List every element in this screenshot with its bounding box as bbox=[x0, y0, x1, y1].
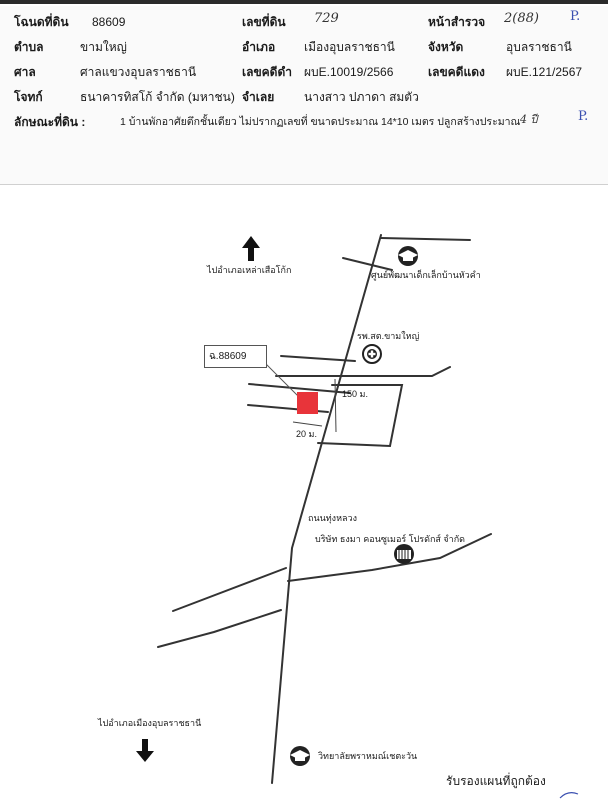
red-case-label: เลขคดีแดง bbox=[428, 65, 485, 79]
red-case-value: ผบE.121/2567 bbox=[506, 65, 583, 79]
to-south-label: ไปอำเภอเมืองอุบลราชธานี bbox=[98, 718, 202, 728]
distance-150: 150 ม. bbox=[342, 389, 368, 399]
college-label: วิทยาลัยพราหมณ์เชตะวัน bbox=[318, 751, 418, 761]
land-no-label: เลขที่ดิน bbox=[242, 15, 286, 29]
province-value: อุบลราชธานี bbox=[506, 40, 572, 54]
district-label: อำเภอ bbox=[242, 40, 276, 54]
parcel-marker bbox=[297, 392, 318, 414]
road-lower-1 bbox=[173, 568, 286, 611]
court-label: ศาล bbox=[14, 65, 36, 79]
road-lower-2 bbox=[158, 610, 281, 647]
road-top-left bbox=[343, 258, 392, 270]
dim-150-line bbox=[335, 379, 336, 432]
parcel-leader bbox=[262, 360, 300, 398]
land-type-label: ลักษณะที่ดิน : bbox=[14, 115, 86, 129]
certify-note: รับรองแผนที่ถูกต้อง bbox=[446, 774, 546, 788]
court-value: ศาลแขวงอุบลราชธานี bbox=[80, 65, 197, 79]
college-icon bbox=[290, 746, 310, 766]
subdistrict-value: ขามใหญ่ bbox=[80, 40, 127, 54]
child-center-label: ศูนย์พัฒนาเด็กเล็กบ้านหัวคำ bbox=[371, 270, 481, 280]
district-value: เมืองอุบลราชธานี bbox=[304, 40, 395, 54]
plaintiff-label: โจทก์ bbox=[14, 90, 43, 104]
check-mark: P. bbox=[570, 9, 581, 24]
black-case-label: เลขคดีดำ bbox=[242, 65, 293, 79]
factory-icon bbox=[394, 544, 414, 564]
road-top-right bbox=[381, 238, 470, 240]
road-name-label: ถนนทุ่งหลวง bbox=[308, 513, 357, 523]
parcel-label-box bbox=[204, 345, 267, 368]
land-type-value: 1 บ้านพักอาศัยตึกชั้นเดียว ไม่ปรากฏเลขที่ ขนาดประมาณ 14*10 เมตร ปลูกสร้างประมาณ bbox=[120, 116, 521, 128]
deed-label: โฉนดที่ดิน bbox=[14, 15, 69, 29]
main-road bbox=[272, 235, 381, 783]
land-no-value: 729 bbox=[314, 11, 339, 26]
parcel-label: ฉ.88609 bbox=[209, 351, 247, 362]
company-label: บริษัท ธงมา คอนซูเมอร์ โปรดักส์ จำกัด bbox=[315, 534, 466, 544]
south-arrow bbox=[136, 739, 154, 762]
subdistrict-label: ตำบล bbox=[14, 40, 44, 54]
plaintiff-value: ธนาคารทิสโก้ จำกัด (มหาชน) bbox=[80, 90, 235, 104]
pen-mark bbox=[560, 793, 578, 798]
land-age-value: 4 ปี bbox=[520, 113, 538, 126]
north-arrow bbox=[242, 236, 260, 261]
distance-20: 20 ม. bbox=[296, 429, 317, 439]
province-label: จังหวัด bbox=[428, 40, 464, 54]
to-north-label: ไปอำเภอเหล่าเสือโก้ก bbox=[207, 265, 292, 275]
hospital-label: รพ.สต.ขามใหญ่ bbox=[357, 331, 420, 341]
deed-value: 88609 bbox=[92, 15, 126, 29]
defendant-value: นางสาว ปภาดา สมตัว bbox=[304, 90, 419, 104]
defendant-label: จำเลย bbox=[242, 90, 275, 104]
dim-20-line bbox=[293, 422, 322, 426]
black-case-value: ผบE.10019/2566 bbox=[304, 65, 394, 79]
hospital-icon bbox=[363, 345, 381, 363]
survey-page-value: 2(88) bbox=[504, 11, 539, 26]
road-mid-1 bbox=[281, 356, 355, 361]
road-mid-2 bbox=[276, 367, 450, 376]
school-icon bbox=[398, 246, 418, 266]
survey-page-label: หน้าสำรวจ bbox=[428, 15, 486, 29]
check-mark-2: P. bbox=[578, 109, 589, 124]
